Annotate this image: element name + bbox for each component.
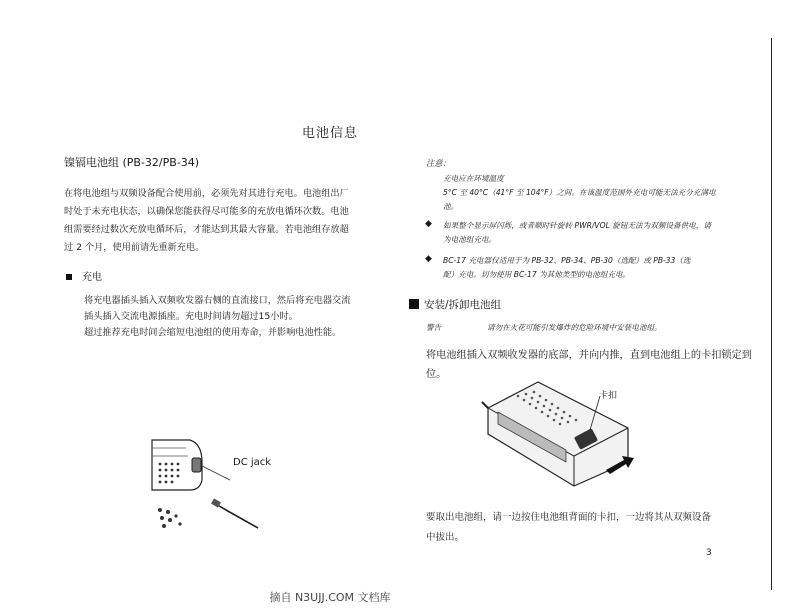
square-bullet-icon bbox=[66, 274, 72, 280]
note-line: 如果整个显示屏闪烁，或者顺时针旋转 PWR/VOL 旋钮无法为双频设备供电，请 bbox=[443, 221, 711, 230]
intro-paragraph bbox=[64, 185, 366, 257]
diamond-bullet-icon: ◆ bbox=[425, 219, 432, 229]
charge-heading bbox=[66, 268, 102, 283]
note-item bbox=[443, 172, 733, 214]
charge-line: 插头插入交流电源插座。充电时间请勿超过15小时。 bbox=[84, 311, 298, 322]
latch-label: 卡扣 bbox=[599, 391, 618, 401]
page-title: 电池信息 bbox=[301, 126, 358, 141]
charge-line: 超过推荐充电时间会缩短电池组的使用寿命，并影响电池性能。 bbox=[84, 327, 342, 338]
note-item bbox=[443, 219, 728, 247]
charge-heading-text: 充电 bbox=[82, 272, 102, 283]
remove-instructions bbox=[426, 508, 756, 548]
page-edge-rule bbox=[771, 38, 772, 590]
note-line: 充电应在环境温度 bbox=[443, 174, 504, 183]
intro-line: 在将电池组与双频设备配合使用前，必须先对其进行充电。电池组出厂 bbox=[64, 188, 349, 199]
note-line: 配）充电。切勿使用 BC-17 为其他类型的电池组充电。 bbox=[443, 270, 631, 279]
remove-line: 要取出电池组，请一边按住电池组背面的卡扣，一边将其从双频设备 bbox=[426, 512, 712, 523]
insert-line: 位。 bbox=[426, 369, 447, 380]
note-line: 为电池组充电。 bbox=[443, 235, 497, 244]
note-line: BC-17 充电器仅适用于为 PB-32、PB-34、PB-30（选配）或 PB-33（选 bbox=[443, 256, 691, 265]
source-footer: 摘自 N3UJJ.COM 文档库 bbox=[269, 591, 391, 604]
note-item bbox=[443, 254, 728, 282]
warning-label: 警告 bbox=[426, 323, 442, 332]
square-bullet-icon bbox=[409, 299, 419, 309]
charge-line: 将充电器插头插入双频收发器右侧的直流接口，然后将充电器交流 bbox=[84, 295, 351, 306]
note-line: 5°C 至 40°C（41°F 至 104°F）之间。在该温度范围外充电可能无法充分充满电 bbox=[443, 188, 716, 197]
intro-line: 时处于未充电状态，以确保您能获得尽可能多的充放电循环次数。电池 bbox=[64, 206, 349, 217]
note-line: 池。 bbox=[443, 202, 459, 211]
remove-line: 中拔出。 bbox=[426, 532, 465, 543]
insert-line: 将电池组插入双频收发器的底部，并向内推，直到电池组上的卡扣锁定到 bbox=[426, 350, 752, 361]
section-subtitle: 镍镉电池组 (PB-32/PB-34) bbox=[64, 156, 200, 169]
intro-line: 组需要经过数次充放电循环后，才能达到其最大容量。若电池组存放超 bbox=[64, 224, 349, 235]
install-heading-text: 安装/拆卸电池组 bbox=[424, 299, 502, 311]
dc-jack-label: DC jack bbox=[233, 457, 272, 468]
diamond-bullet-icon: ◆ bbox=[425, 254, 432, 264]
install-heading bbox=[409, 297, 501, 312]
page-number: 3 bbox=[706, 548, 712, 558]
warning-text: 请勿在火花可能引发爆炸的危险环境中安装电池组。 bbox=[487, 323, 662, 332]
charge-paragraph bbox=[84, 293, 374, 341]
intro-line: 过 2 个月，使用前请先重新充电。 bbox=[64, 242, 205, 253]
dc-jack-illustration bbox=[150, 436, 290, 536]
notes-heading: 注意： bbox=[426, 158, 451, 168]
